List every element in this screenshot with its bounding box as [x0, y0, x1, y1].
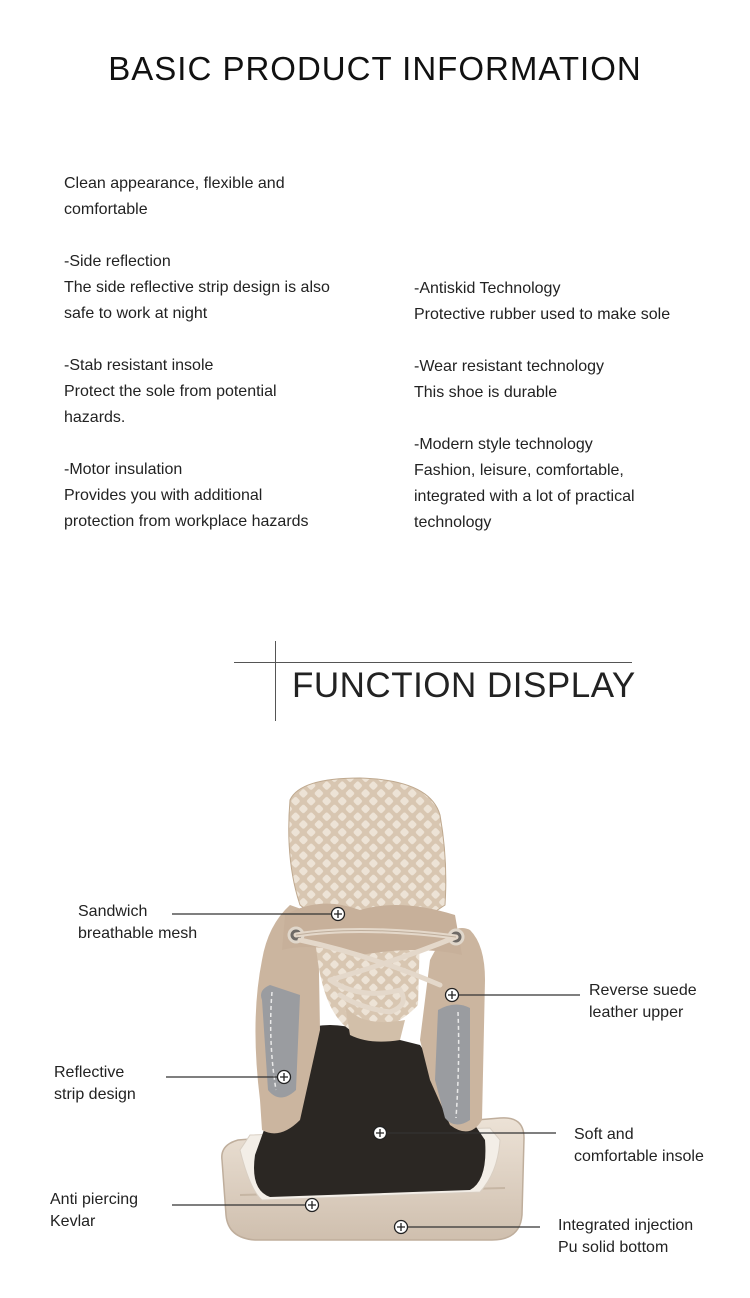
info-line: Protect the sole from potential [64, 383, 277, 400]
callout-kevlar [50, 1189, 138, 1233]
callout-text: Sandwich [78, 903, 148, 920]
info-line: Fashion, leisure, comfortable, [414, 462, 624, 479]
marker-plus-icon [306, 1199, 319, 1212]
marker-plus-icon [374, 1127, 387, 1140]
info-line: Protective rubber used to make sole [414, 306, 671, 323]
info-line: protection from workplace hazards [64, 513, 309, 530]
marker-plus-icon [278, 1071, 291, 1084]
callout-insole [574, 1124, 704, 1168]
callout-breathable-mesh [78, 901, 197, 945]
info-line: Clean appearance, flexible and [64, 175, 285, 192]
info-line: hazards. [64, 409, 126, 426]
info-heading: -Modern style technology [414, 436, 593, 453]
callout-text: Pu solid bottom [558, 1239, 669, 1256]
info-line: technology [414, 514, 492, 531]
callout-text: Reflective [54, 1064, 125, 1081]
callout-text: leather upper [589, 1004, 684, 1021]
function-display-title: FUNCTION DISPLAY [292, 666, 636, 705]
callout-text: comfortable insole [574, 1148, 704, 1165]
info-line: integrated with a lot of practical [414, 488, 635, 505]
callout-text: Soft and [574, 1126, 634, 1143]
callout-text: Reverse suede [589, 982, 697, 999]
info-heading: -Antiskid Technology [414, 280, 561, 297]
callout-text: Integrated injection [558, 1217, 694, 1234]
info-heading: -Motor insulation [64, 461, 183, 478]
info-line: The side reflective strip design is also [64, 279, 330, 296]
callout-suede-leather [589, 980, 697, 1024]
info-line: safe to work at night [64, 305, 208, 322]
callout-reflective-strip [54, 1062, 136, 1106]
callout-text: Kevlar [50, 1213, 96, 1230]
marker-plus-icon [332, 908, 345, 921]
callout-text: breathable mesh [78, 925, 198, 942]
info-line: comfortable [64, 201, 148, 218]
page-title: BASIC PRODUCT INFORMATION [108, 50, 642, 87]
info-heading: -Side reflection [64, 253, 171, 270]
info-line: This shoe is durable [414, 384, 558, 401]
info-line: Provides you with additional [64, 487, 263, 504]
info-heading: -Stab resistant insole [64, 357, 214, 374]
callout-pu-sole [558, 1215, 693, 1259]
marker-plus-icon [395, 1221, 408, 1234]
marker-plus-icon [446, 989, 459, 1002]
callout-text: strip design [54, 1086, 136, 1103]
info-heading: -Wear resistant technology [414, 358, 605, 375]
callout-text: Anti piercing [50, 1191, 139, 1208]
